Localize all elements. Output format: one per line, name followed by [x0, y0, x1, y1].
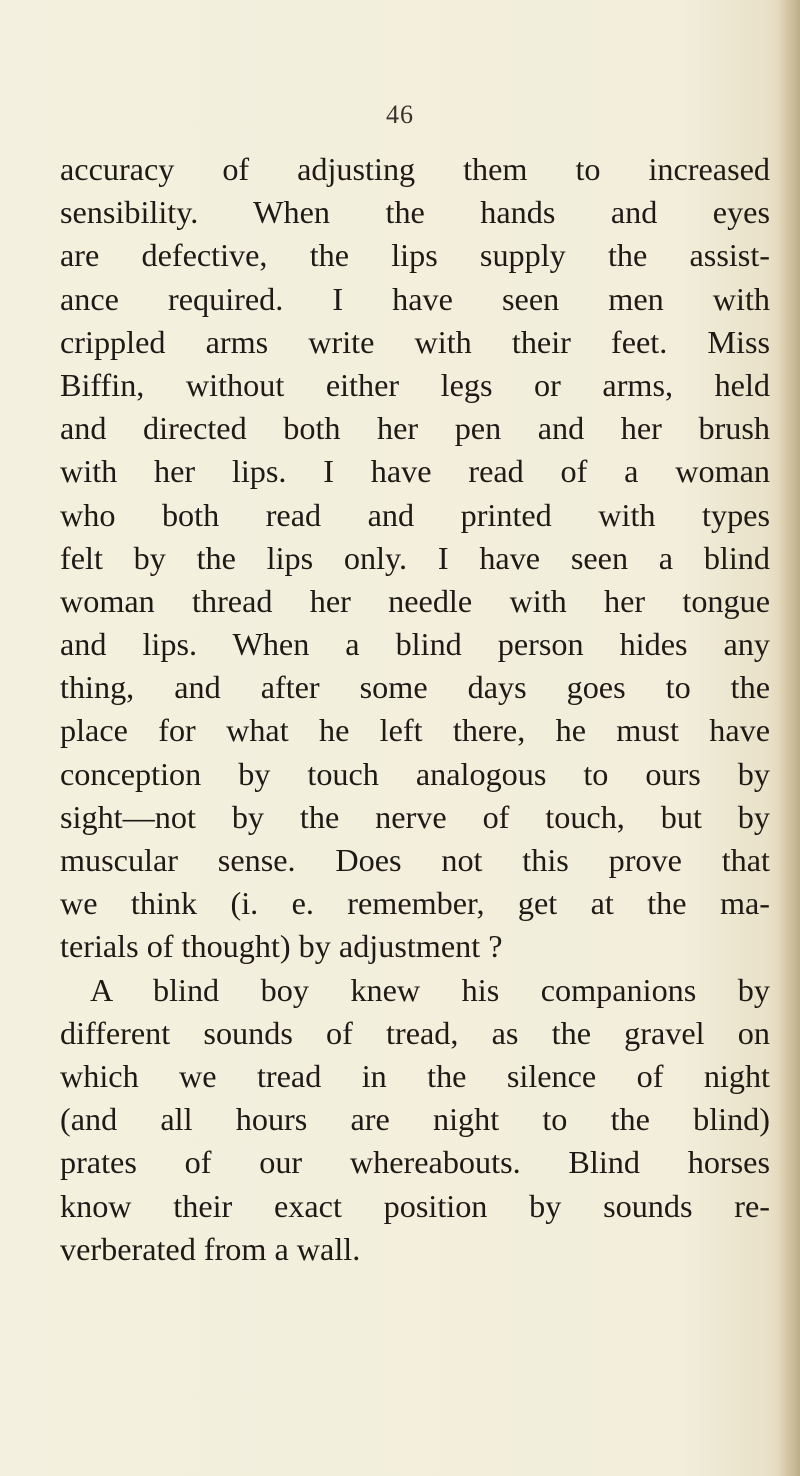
text-line: which we tread in the silence of night [60, 1057, 770, 1094]
text-line: different sounds of tread, as the gravel on [60, 1014, 770, 1051]
text-line: terials of thought) by adjustment ? [60, 928, 503, 965]
text-line: woman thread her needle with her tongue [60, 582, 770, 619]
text-line: (and all hours are night to the blind) [60, 1101, 770, 1138]
text-line: verberated from a wall. [60, 1230, 361, 1267]
text-line: muscular sense. Does not this prove that [60, 842, 770, 878]
text-line: Biffin, without either legs or arms, held [60, 366, 770, 403]
text-line: who both read and printed with types [60, 496, 770, 533]
text-line: ance required. I have seen men with [60, 280, 770, 317]
text-line: A blind boy knew his companions by [90, 971, 770, 1008]
text-line: sight—not by the nerve of touch, but by [60, 798, 770, 835]
page-number: 46 [386, 100, 414, 129]
text-line: know their exact position by sounds re- [60, 1187, 770, 1224]
text-line: sensibility. When the hands and eyes [60, 194, 770, 231]
text-line: we think (i. e. remember, get at the ma- [60, 885, 770, 922]
text-line: prates of our whereabouts. Blind horses [60, 1144, 770, 1181]
body-text [60, 148, 770, 1271]
text-line: accuracy of adjusting them to increased [60, 151, 770, 187]
text-line: conception by touch analogous to ours by [60, 755, 770, 792]
text-line: with her lips. I have read of a woman [60, 453, 770, 490]
text-line: and directed both her pen and her brush [60, 410, 770, 447]
text-line: are defective, the lips supply the assist- [60, 237, 770, 274]
text-line: and lips. When a blind person hides any [60, 626, 770, 663]
page-edge-shadow [778, 0, 800, 1476]
text-line: crippled arms write with their feet. Miss [60, 323, 770, 360]
text-line: thing, and after some days goes to the [60, 669, 770, 706]
text-line: felt by the lips only. I have seen a blind [60, 539, 770, 576]
text-line: place for what he left there, he must have [60, 712, 770, 749]
